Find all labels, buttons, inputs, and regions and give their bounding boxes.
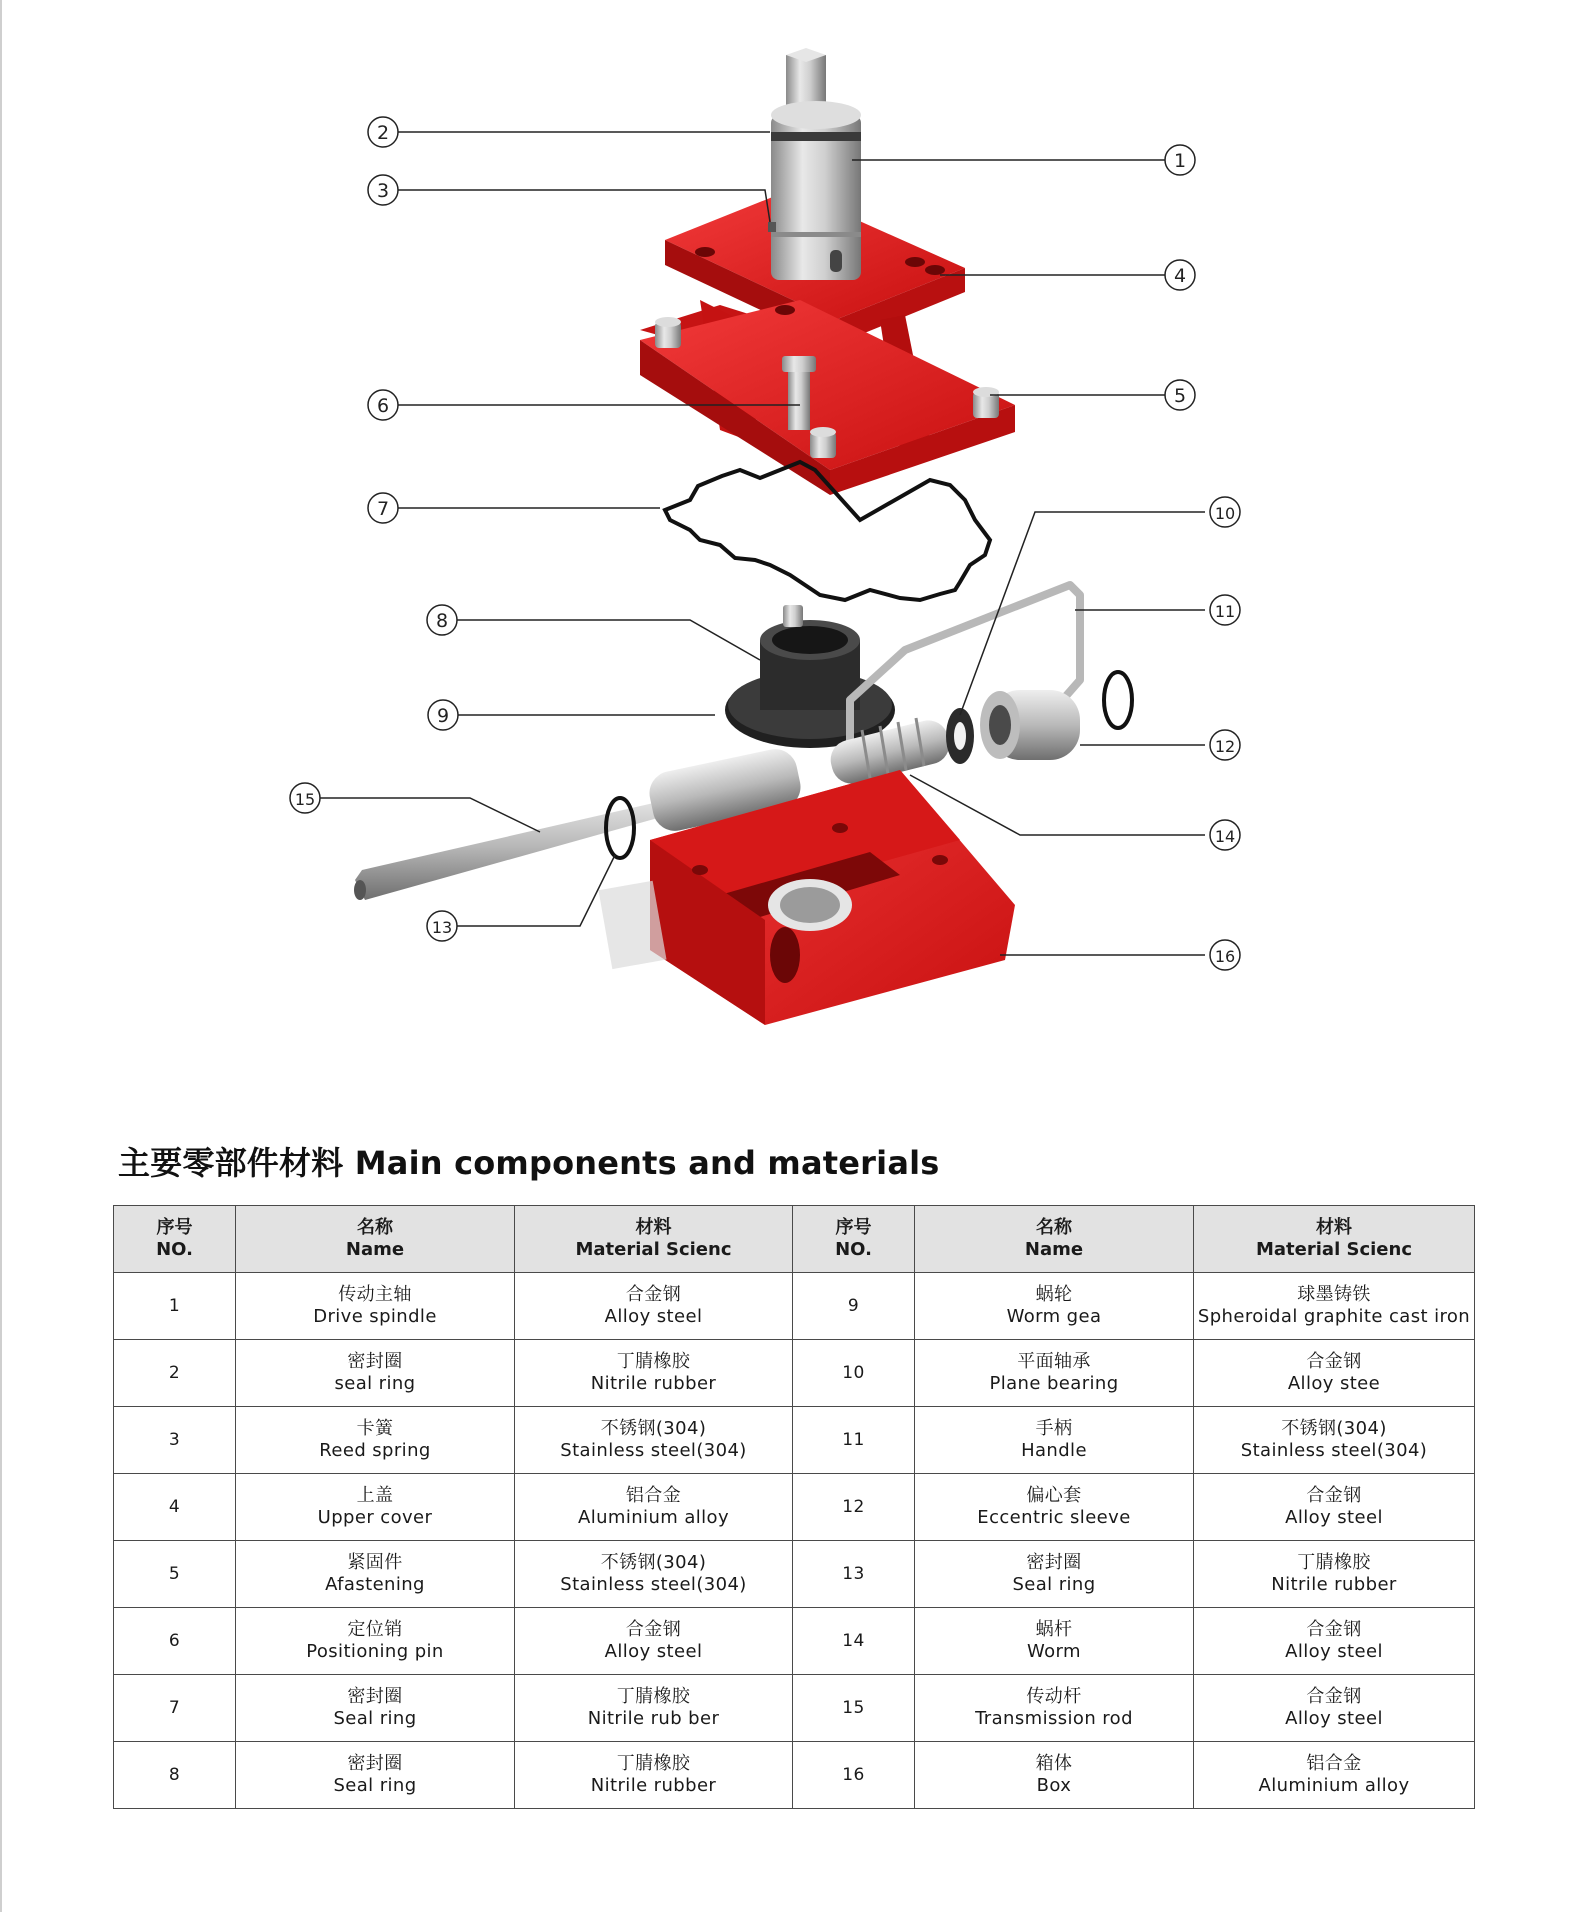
section-title: 主要零部件材料 Main components and materials <box>118 1144 940 1182</box>
cell-material-left-chinese: 丁腈橡胶 <box>616 1686 691 1707</box>
cell-no-left-number: 2 <box>168 1363 181 1383</box>
cell-no-right-number: 9 <box>847 1296 860 1316</box>
callout-5 <box>1165 380 1195 410</box>
cell-no-left <box>114 1608 236 1675</box>
cell-name-left <box>236 1541 515 1608</box>
eccentric-sleeve-part <box>980 672 1132 760</box>
cell-material-right-chinese: 合金钢 <box>1306 1351 1362 1372</box>
cell-no-right-number: 14 <box>842 1631 865 1651</box>
cell-no-left-number: 8 <box>168 1765 181 1785</box>
callout-8 <box>427 605 457 635</box>
cell-material-left-english: Nitrile rubber <box>590 1373 717 1394</box>
cell-material-left-chinese: 合金钢 <box>625 1284 682 1305</box>
cell-material-right <box>1194 1474 1475 1541</box>
cell-no-right <box>793 1273 915 1340</box>
cell-name-left-chinese: 密封圈 <box>347 1686 403 1707</box>
header-row <box>114 1206 1475 1273</box>
svg-text:13: 13 <box>431 918 453 937</box>
cell-no-right-number: 13 <box>842 1564 865 1584</box>
cell-no-right <box>793 1742 915 1809</box>
cell-name-left-chinese: 定位销 <box>347 1619 403 1640</box>
svg-text:3: 3 <box>376 180 390 202</box>
cell-material-left <box>515 1340 793 1407</box>
callout-11 <box>1210 595 1240 625</box>
cell-material-left-english: Stainless steel(304) <box>560 1440 747 1461</box>
cell-material-right-chinese: 不锈钢(304) <box>1281 1418 1387 1439</box>
header-material-right: 材料 Material Scienc <box>1194 1206 1475 1273</box>
cell-material-right-english: Alloy steel <box>1285 1708 1383 1729</box>
cell-material-right-english: Alloy steel <box>1285 1507 1383 1528</box>
callout-15 <box>290 783 320 813</box>
cell-name-right-english: Transmission rod <box>975 1708 1133 1729</box>
cell-no-right <box>793 1474 915 1541</box>
cell-name-left-english: Upper cover <box>317 1507 433 1528</box>
cell-name-right-english: Worm gea <box>1006 1306 1102 1327</box>
cell-material-left-english: Alloy steel <box>604 1641 703 1662</box>
svg-text:2: 2 <box>376 122 390 144</box>
cell-name-right-chinese: 蜗轮 <box>1035 1284 1073 1305</box>
callout-16 <box>1210 940 1240 970</box>
cell-material-right <box>1194 1273 1475 1340</box>
cell-material-left-chinese: 不锈钢(304) <box>600 1418 707 1439</box>
cell-no-left <box>114 1340 236 1407</box>
svg-text:16: 16 <box>1214 947 1236 966</box>
cell-material-left-chinese: 不锈钢(304) <box>600 1552 707 1573</box>
worm-gear-part <box>725 605 895 748</box>
callout-14 <box>1210 820 1240 850</box>
callout-9 <box>428 700 458 730</box>
cell-name-left-chinese: 传动主轴 <box>338 1284 412 1305</box>
cell-name-right-chinese: 蜗杆 <box>1035 1619 1073 1640</box>
cell-no-left <box>114 1474 236 1541</box>
cell-material-left <box>515 1407 793 1474</box>
cell-no-left-number: 4 <box>168 1497 181 1517</box>
svg-text:11: 11 <box>1214 602 1236 621</box>
cell-name-right-english: Box <box>1036 1775 1072 1796</box>
cell-name-right-chinese: 平面轴承 <box>1017 1351 1091 1372</box>
cell-no-left-number: 3 <box>168 1430 181 1450</box>
cell-name-right <box>915 1407 1194 1474</box>
cell-name-right-chinese: 偏心套 <box>1026 1485 1082 1506</box>
table-row <box>114 1407 1475 1474</box>
svg-text:6: 6 <box>376 395 390 417</box>
callout-6 <box>368 390 398 420</box>
cell-material-right <box>1194 1675 1475 1742</box>
header-no-right: 序号 NO. <box>793 1206 915 1273</box>
cell-material-left-chinese: 丁腈橡胶 <box>616 1753 691 1774</box>
cell-name-left-chinese: 卡簧 <box>356 1418 394 1439</box>
svg-text:8: 8 <box>435 610 449 632</box>
callout-12 <box>1210 730 1240 760</box>
cell-material-left <box>515 1675 793 1742</box>
cell-material-left-chinese: 丁腈橡胶 <box>616 1351 691 1372</box>
cell-name-left-english: seal ring <box>334 1373 416 1394</box>
cell-material-left <box>515 1742 793 1809</box>
cell-material-right <box>1194 1742 1475 1809</box>
cell-name-left-chinese: 密封圈 <box>347 1753 403 1774</box>
cell-no-right-number: 11 <box>842 1430 865 1450</box>
callout-10 <box>1210 497 1240 527</box>
cell-name-right-chinese: 箱体 <box>1035 1753 1073 1774</box>
cell-name-left-chinese: 上盖 <box>356 1485 394 1506</box>
svg-text:10: 10 <box>1214 504 1236 523</box>
svg-text:1: 1 <box>1173 150 1187 172</box>
cell-name-left <box>236 1608 515 1675</box>
cell-name-right <box>915 1742 1194 1809</box>
svg-text:9: 9 <box>436 705 450 727</box>
cell-material-right-chinese: 合金钢 <box>1306 1485 1362 1506</box>
svg-text:7: 7 <box>376 498 390 520</box>
cell-material-right <box>1194 1608 1475 1675</box>
cell-name-left-chinese: 紧固件 <box>347 1552 403 1573</box>
cell-name-left <box>236 1340 515 1407</box>
plane-bearing-part <box>946 708 974 764</box>
svg-text:14: 14 <box>1214 827 1236 846</box>
cell-no-left-number: 1 <box>168 1296 181 1316</box>
cell-name-right <box>915 1273 1194 1340</box>
table-header <box>114 1206 1475 1273</box>
cell-name-right-english: Eccentric sleeve <box>977 1507 1131 1528</box>
cell-material-left <box>515 1608 793 1675</box>
cell-material-right <box>1194 1407 1475 1474</box>
cell-material-right-english: Aluminium alloy <box>1258 1775 1410 1796</box>
cell-material-left-english: Stainless steel(304) <box>560 1574 747 1595</box>
cell-name-right-chinese: 传动杆 <box>1026 1686 1082 1707</box>
cell-material-left-chinese: 合金钢 <box>625 1619 682 1640</box>
cell-name-left-english: Positioning pin <box>306 1641 444 1662</box>
cell-no-right-number: 16 <box>842 1765 865 1785</box>
cell-name-right-english: Handle <box>1021 1440 1087 1461</box>
cell-material-right-chinese: 合金钢 <box>1306 1686 1362 1707</box>
cell-name-left <box>236 1407 515 1474</box>
cell-no-right <box>793 1407 915 1474</box>
cell-no-right <box>793 1541 915 1608</box>
cell-material-left-english: Alloy steel <box>604 1306 703 1327</box>
cell-name-right <box>915 1340 1194 1407</box>
cell-no-right-number: 15 <box>842 1698 865 1718</box>
callout-3 <box>368 175 398 205</box>
header-no-left: 序号 NO. <box>114 1206 236 1273</box>
cell-material-left <box>515 1273 793 1340</box>
table-row <box>114 1273 1475 1340</box>
callout-7 <box>368 493 398 523</box>
cell-material-right-chinese: 球墨铸铁 <box>1297 1284 1371 1305</box>
cell-material-left-english: Aluminium alloy <box>577 1507 730 1528</box>
cell-name-right <box>915 1608 1194 1675</box>
cell-material-right-chinese: 合金钢 <box>1306 1619 1362 1640</box>
cell-no-left-number: 6 <box>168 1631 181 1651</box>
cell-name-left <box>236 1675 515 1742</box>
cell-no-left <box>114 1742 236 1809</box>
cell-material-left <box>515 1541 793 1608</box>
cell-material-right-chinese: 丁腈橡胶 <box>1297 1552 1371 1573</box>
cell-name-left <box>236 1742 515 1809</box>
header-name-left: 名称 Name <box>236 1206 515 1273</box>
cell-material-left <box>515 1474 793 1541</box>
cell-name-right-english: Plane bearing <box>989 1373 1119 1394</box>
cell-material-left-english: Nitrile rub ber <box>587 1708 720 1729</box>
cell-name-right-english: Worm <box>1027 1641 1081 1662</box>
svg-text:4: 4 <box>1173 265 1187 287</box>
cell-material-right-english: Alloy stee <box>1287 1373 1381 1394</box>
cell-no-left <box>114 1541 236 1608</box>
cell-no-right <box>793 1675 915 1742</box>
header-name-right: 名称 Name <box>915 1206 1194 1273</box>
table-row <box>114 1608 1475 1675</box>
header-material-left: 材料 Material Scienc <box>515 1206 793 1273</box>
callout-13 <box>427 911 457 941</box>
table-row <box>114 1340 1475 1407</box>
cell-no-right-number: 12 <box>842 1497 865 1517</box>
cell-name-right-chinese: 密封圈 <box>1026 1552 1082 1573</box>
cell-no-left-number: 7 <box>168 1698 181 1718</box>
cell-name-left <box>236 1474 515 1541</box>
cell-name-left <box>236 1273 515 1340</box>
cell-name-left-english: Reed spring <box>319 1440 431 1461</box>
cell-name-left-english: Seal ring <box>333 1775 417 1796</box>
cell-name-left-english: Afastening <box>325 1574 425 1595</box>
cell-name-right-english: Seal ring <box>1012 1574 1096 1595</box>
cell-no-right-number: 10 <box>842 1363 865 1383</box>
cell-no-left <box>114 1675 236 1742</box>
cell-name-left-english: Drive spindle <box>313 1306 437 1327</box>
drive-spindle-part <box>768 48 861 280</box>
callout-2 <box>368 117 398 147</box>
callout-1 <box>1165 145 1195 175</box>
cell-material-right <box>1194 1340 1475 1407</box>
cell-name-left-english: Seal ring <box>333 1708 417 1729</box>
table-row <box>114 1675 1475 1742</box>
cell-no-right <box>793 1608 915 1675</box>
gasket-part <box>665 462 990 600</box>
svg-text:15: 15 <box>294 790 316 809</box>
cell-material-right-english: Stainless steel(304) <box>1240 1440 1428 1461</box>
cell-name-right <box>915 1474 1194 1541</box>
cell-material-right-chinese: 铝合金 <box>1306 1753 1362 1774</box>
table-body <box>114 1273 1475 1809</box>
cell-no-left <box>114 1407 236 1474</box>
cell-no-left-number: 5 <box>168 1564 181 1584</box>
cell-no-right <box>793 1340 915 1407</box>
cell-no-left <box>114 1273 236 1340</box>
table-row <box>114 1474 1475 1541</box>
cell-name-right <box>915 1541 1194 1608</box>
svg-text:5: 5 <box>1173 385 1187 407</box>
cell-material-right-english: Spheroidal graphite cast iron <box>1197 1306 1471 1327</box>
cell-name-right-chinese: 手柄 <box>1035 1418 1073 1439</box>
callout-4 <box>1165 260 1195 290</box>
table-row <box>114 1742 1475 1809</box>
cell-name-right <box>915 1675 1194 1742</box>
table-row <box>114 1541 1475 1608</box>
cell-name-left-chinese: 密封圈 <box>347 1351 403 1372</box>
cell-material-right-english: Alloy steel <box>1285 1641 1383 1662</box>
cell-material-right-english: Nitrile rubber <box>1271 1574 1397 1595</box>
svg-text:12: 12 <box>1214 737 1236 756</box>
cell-material-right <box>1194 1541 1475 1608</box>
materials-table <box>113 1205 1475 1809</box>
cell-material-left-chinese: 铝合金 <box>625 1485 682 1506</box>
cell-material-left-english: Nitrile rubber <box>590 1775 717 1796</box>
